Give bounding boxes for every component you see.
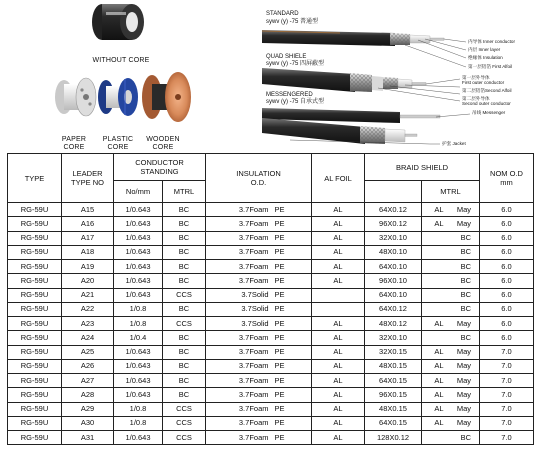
cell-braid-al (422, 331, 444, 345)
cell-leader: A15 (62, 203, 114, 217)
cell-insulation-od: 3.7Foam (206, 359, 272, 373)
cell-braid: 64X0.10 (365, 288, 422, 302)
cell-leader: A16 (62, 217, 114, 231)
without-core-label: WITHOUT CORE (92, 57, 150, 64)
cell-braid-mtrl: May (444, 359, 480, 373)
wooden-core-label: WOODEN CORE (146, 136, 180, 151)
quad-model: sywv (y) -75 四屏蔽型 (266, 61, 325, 67)
spool-paper-core (55, 78, 96, 116)
callout-insulation: 绝缘体 Insulation (468, 55, 503, 60)
table-row (8, 416, 534, 430)
cell-insulation-od: 3.7Solid (206, 288, 272, 302)
cell-type: RG-59U (8, 374, 62, 388)
header-braid-shield: BRAID SHIELD (365, 154, 480, 181)
cell-conductor-mtrl: BC (163, 245, 206, 259)
cell-braid-mtrl: May (444, 217, 480, 231)
cell-nom-od: 6.0 (480, 317, 534, 331)
cell-no-mm: 1/0.643 (114, 374, 163, 388)
cell-braid-al: AL (422, 388, 444, 402)
cell-braid-al: AL (422, 402, 444, 416)
cell-no-mm: 1/0.643 (114, 431, 163, 445)
cell-braid-mtrl: BC (444, 231, 480, 245)
cell-insulation-od: 3.7Foam (206, 374, 272, 388)
cell-braid-mtrl: BC (444, 274, 480, 288)
cable-standard (262, 30, 444, 46)
cell-braid-al (422, 231, 444, 245)
table-row (8, 231, 534, 245)
cell-no-mm: 1/0.643 (114, 217, 163, 231)
cell-insulation-od: 3.7Solid (206, 317, 272, 331)
cell-braid-al (422, 288, 444, 302)
cell-insulation-mtrl: PE (272, 431, 312, 445)
cell-insulation-od: 3.7Foam (206, 416, 272, 430)
cell-al-foil (312, 288, 365, 302)
cell-braid-mtrl: BC (444, 431, 480, 445)
cell-al-foil: AL (312, 374, 365, 388)
cell-type: RG-59U (8, 331, 62, 345)
cell-no-mm: 1/0.643 (114, 388, 163, 402)
spool-wooden-core (142, 72, 191, 122)
messengered-model: sywv (y) -75 自承式型 (266, 99, 325, 105)
table-body (8, 203, 534, 445)
cell-type: RG-59U (8, 402, 62, 416)
callout-inner-layer: 内层 Inner layer (468, 47, 501, 52)
cell-braid: 64X0.12 (365, 203, 422, 217)
cell-al-foil: AL (312, 388, 365, 402)
cell-braid-al (422, 260, 444, 274)
cell-braid-al: AL (422, 359, 444, 373)
cell-al-foil: AL (312, 317, 365, 331)
cell-leader: A29 (62, 402, 114, 416)
cell-nom-od: 6.0 (480, 231, 534, 245)
cell-insulation-mtrl: PE (272, 388, 312, 402)
cell-conductor-mtrl: CCS (163, 288, 206, 302)
cell-nom-od: 7.0 (480, 359, 534, 373)
callout-jacket: 护套 Jacket (442, 141, 466, 146)
cell-braid-al: AL (422, 217, 444, 231)
cell-braid-al (422, 274, 444, 288)
cell-braid: 64X0.15 (365, 416, 422, 430)
cell-braid-al: AL (422, 203, 444, 217)
cell-insulation-mtrl: PE (272, 231, 312, 245)
cell-braid: 48X0.12 (365, 317, 422, 331)
table-row (8, 388, 534, 402)
cell-insulation-mtrl: PE (272, 331, 312, 345)
cell-conductor-mtrl: BC (163, 331, 206, 345)
table-row (8, 245, 534, 259)
cell-braid-al: AL (422, 374, 444, 388)
cell-leader: A18 (62, 245, 114, 259)
cell-type: RG-59U (8, 217, 62, 231)
cell-insulation-mtrl: PE (272, 345, 312, 359)
table-row (8, 359, 534, 373)
cell-type: RG-59U (8, 203, 62, 217)
cell-nom-od: 6.0 (480, 288, 534, 302)
cell-braid-mtrl: May (444, 203, 480, 217)
cell-insulation-mtrl: PE (272, 416, 312, 430)
cell-leader: A24 (62, 331, 114, 345)
cell-leader: A27 (62, 374, 114, 388)
cell-insulation-od: 3.7Foam (206, 217, 272, 231)
cell-nom-od: 6.0 (480, 245, 534, 259)
cell-al-foil: AL (312, 260, 365, 274)
cell-conductor-mtrl: BC (163, 374, 206, 388)
cell-al-foil: AL (312, 245, 365, 259)
cell-leader: A23 (62, 317, 114, 331)
cell-no-mm: 1/0.643 (114, 288, 163, 302)
cell-braid: 96X0.10 (365, 274, 422, 288)
cell-no-mm: 1/0.643 (114, 274, 163, 288)
callout-second-outer-cn: 第二层外导体 (462, 96, 490, 101)
cell-no-mm: 1/0.643 (114, 345, 163, 359)
cell-al-foil (312, 302, 365, 316)
cell-nom-od: 7.0 (480, 388, 534, 402)
cell-insulation-od: 3.7Foam (206, 274, 272, 288)
cell-braid-al (422, 245, 444, 259)
cell-al-foil: AL (312, 359, 365, 373)
cell-no-mm: 1/0.643 (114, 245, 163, 259)
cell-conductor-mtrl: CCS (163, 317, 206, 331)
cell-no-mm: 1/0.8 (114, 302, 163, 316)
cell-conductor-mtrl: BC (163, 260, 206, 274)
header-conductor: CONDUCTOR STANDING (114, 154, 206, 181)
cell-leader: A26 (62, 359, 114, 373)
callout-messenger: 吊线 Messenger (472, 110, 506, 115)
cell-type: RG-59U (8, 260, 62, 274)
cell-type: RG-59U (8, 345, 62, 359)
cell-nom-od: 7.0 (480, 416, 534, 430)
table-row (8, 345, 534, 359)
cell-type: RG-59U (8, 245, 62, 259)
cell-nom-od: 6.0 (480, 331, 534, 345)
table-row (8, 331, 534, 345)
cell-no-mm: 1/0.8 (114, 402, 163, 416)
cell-al-foil: AL (312, 231, 365, 245)
callout-first-alfoil: 第一层铝箔 First Alfoil (468, 64, 513, 69)
cell-nom-od: 6.0 (480, 217, 534, 231)
spool-plastic-core (98, 78, 138, 116)
cell-conductor-mtrl: BC (163, 388, 206, 402)
cell-insulation-mtrl: PE (272, 359, 312, 373)
cell-insulation-mtrl: PE (272, 288, 312, 302)
cell-type: RG-59U (8, 388, 62, 402)
standard-model: sywv (y) -75 普通型 (266, 19, 319, 25)
cell-leader: A22 (62, 302, 114, 316)
cell-type: RG-59U (8, 231, 62, 245)
paper-core-label: PAPER CORE (61, 136, 87, 151)
cell-braid-al: AL (422, 317, 444, 331)
cell-insulation-od: 3.7Foam (206, 260, 272, 274)
cell-insulation-od: 3.7Foam (206, 402, 272, 416)
plastic-core-label: PLASTIC CORE (102, 136, 134, 151)
cell-insulation-mtrl: PE (272, 217, 312, 231)
cell-braid-mtrl: BC (444, 302, 480, 316)
cell-nom-od: 7.0 (480, 431, 534, 445)
cell-conductor-mtrl: BC (163, 359, 206, 373)
cell-braid: 48X0.10 (365, 245, 422, 259)
cell-conductor-mtrl: CCS (163, 416, 206, 430)
cell-insulation-od: 3.7Foam (206, 431, 272, 445)
cell-conductor-mtrl: BC (163, 203, 206, 217)
cell-al-foil: AL (312, 402, 365, 416)
cell-insulation-od: 3.7Foam (206, 245, 272, 259)
cell-braid-mtrl: May (444, 388, 480, 402)
cell-al-foil: AL (312, 217, 365, 231)
cell-al-foil: AL (312, 203, 365, 217)
cell-nom-od: 7.0 (480, 374, 534, 388)
cell-braid-mtrl: BC (444, 260, 480, 274)
cell-conductor-mtrl: BC (163, 231, 206, 245)
cell-al-foil: AL (312, 274, 365, 288)
header-braid-mtrl: MTRL (422, 181, 480, 203)
header-no-mm: No/mm (114, 181, 163, 203)
table-row (8, 274, 534, 288)
cell-type: RG-59U (8, 359, 62, 373)
cell-leader: A25 (62, 345, 114, 359)
cell-braid-al (422, 302, 444, 316)
cell-braid-al: AL (422, 416, 444, 430)
cell-insulation-od: 3.7Foam (206, 331, 272, 345)
cell-insulation-mtrl: PE (272, 374, 312, 388)
cell-insulation-mtrl: PE (272, 317, 312, 331)
standard-title: STANDARD (266, 11, 299, 17)
header-type: TYPE (8, 154, 62, 203)
cell-leader: A19 (62, 260, 114, 274)
cell-insulation-mtrl: PE (272, 260, 312, 274)
cell-nom-od: 7.0 (480, 345, 534, 359)
cell-insulation-od: 3.7Foam (206, 203, 272, 217)
cell-braid-mtrl: May (444, 416, 480, 430)
cell-no-mm: 1/0.643 (114, 203, 163, 217)
cell-no-mm: 1/0.643 (114, 260, 163, 274)
cell-conductor-mtrl: CCS (163, 402, 206, 416)
callout-second-alfoil: 第二层铝箔Second Alfoil (462, 88, 512, 93)
table-row (8, 302, 534, 316)
cell-nom-od: 7.0 (480, 402, 534, 416)
cell-conductor-mtrl: CCS (163, 431, 206, 445)
cell-insulation-od: 3.7Foam (206, 231, 272, 245)
callout-inner-conductor: 内导体 Inner conductor (468, 39, 515, 44)
cell-no-mm: 1/0.643 (114, 231, 163, 245)
table-row (8, 260, 534, 274)
cell-braid: 96X0.12 (365, 217, 422, 231)
table-row (8, 217, 534, 231)
cell-insulation-mtrl: PE (272, 302, 312, 316)
table-row (8, 317, 534, 331)
cell-al-foil: AL (312, 431, 365, 445)
cell-conductor-mtrl: BC (163, 217, 206, 231)
table-row (8, 374, 534, 388)
header-nom-od: NOM O.D mm (480, 154, 534, 203)
cell-braid-mtrl: May (444, 317, 480, 331)
cell-braid: 32X0.15 (365, 345, 422, 359)
cell-braid: 64X0.12 (365, 302, 422, 316)
cell-nom-od: 6.0 (480, 274, 534, 288)
cell-al-foil: AL (312, 345, 365, 359)
cell-al-foil: AL (312, 416, 365, 430)
messengered-title: MESSENGERED (266, 92, 313, 98)
cell-braid: 64X0.10 (365, 260, 422, 274)
cell-type: RG-59U (8, 288, 62, 302)
header-leader-type: LEADER TYPE NO (62, 154, 114, 203)
cell-braid-al: AL (422, 345, 444, 359)
header-braid-spacer (365, 181, 422, 203)
cell-braid-mtrl: May (444, 402, 480, 416)
cell-braid-mtrl: BC (444, 331, 480, 345)
cell-nom-od: 6.0 (480, 302, 534, 316)
table-header-row-1 (8, 154, 534, 181)
cell-leader: A31 (62, 431, 114, 445)
cell-braid: 48X0.15 (365, 359, 422, 373)
cell-braid: 32X0.10 (365, 331, 422, 345)
header-al-foil: AL FOIL (312, 154, 365, 203)
cell-leader: A21 (62, 288, 114, 302)
cell-leader: A20 (62, 274, 114, 288)
table-row (8, 431, 534, 445)
callout-first-outer-cn: 第一层外导体 (462, 75, 490, 80)
cell-insulation-mtrl: PE (272, 245, 312, 259)
cell-leader: A28 (62, 388, 114, 402)
cell-leader: A17 (62, 231, 114, 245)
cell-conductor-mtrl: BC (163, 274, 206, 288)
cell-type: RG-59U (8, 317, 62, 331)
callout-first-outer-en: First outer conductor (462, 80, 505, 85)
cell-no-mm: 1/0.643 (114, 359, 163, 373)
table-row (8, 402, 534, 416)
specification-table (7, 153, 534, 445)
cell-braid-mtrl: BC (444, 288, 480, 302)
cell-braid: 128X0.12 (365, 431, 422, 445)
cell-insulation-od: 3.7Foam (206, 345, 272, 359)
cell-no-mm: 1/0.8 (114, 416, 163, 430)
cell-braid: 96X0.15 (365, 388, 422, 402)
cell-al-foil: AL (312, 331, 365, 345)
cell-conductor-mtrl: BC (163, 345, 206, 359)
cell-braid-al (422, 431, 444, 445)
cable-messengered (262, 108, 440, 144)
table-row (8, 203, 534, 217)
header-insulation: INSULATION O.D. (206, 154, 312, 203)
header-conductor-mtrl: MTRL (163, 181, 206, 203)
cell-type: RG-59U (8, 302, 62, 316)
quad-title: QUAD SHIELE (266, 54, 307, 60)
cell-type: RG-59U (8, 416, 62, 430)
cell-no-mm: 1/0.8 (114, 317, 163, 331)
cable-quad-shield (262, 68, 426, 92)
cell-braid: 64X0.15 (365, 374, 422, 388)
callout-second-outer-en: Second outer conductor (462, 101, 511, 106)
cell-type: RG-59U (8, 274, 62, 288)
cell-insulation-od: 3.7Solid (206, 302, 272, 316)
product-illustration-area (0, 0, 542, 152)
cell-insulation-mtrl: PE (272, 274, 312, 288)
cell-braid: 32X0.10 (365, 231, 422, 245)
cell-insulation-mtrl: PE (272, 203, 312, 217)
cell-conductor-mtrl: BC (163, 302, 206, 316)
cell-insulation-mtrl: PE (272, 402, 312, 416)
cell-insulation-od: 3.7Foam (206, 388, 272, 402)
cell-type: RG-59U (8, 431, 62, 445)
cell-leader: A30 (62, 416, 114, 430)
cell-braid-mtrl: May (444, 345, 480, 359)
cell-braid-mtrl: May (444, 374, 480, 388)
cell-braid-mtrl: BC (444, 245, 480, 259)
table-row (8, 288, 534, 302)
coil-without-core (92, 4, 144, 40)
cell-no-mm: 1/0.4 (114, 331, 163, 345)
cell-nom-od: 6.0 (480, 203, 534, 217)
cell-braid: 48X0.15 (365, 402, 422, 416)
cell-nom-od: 6.0 (480, 260, 534, 274)
